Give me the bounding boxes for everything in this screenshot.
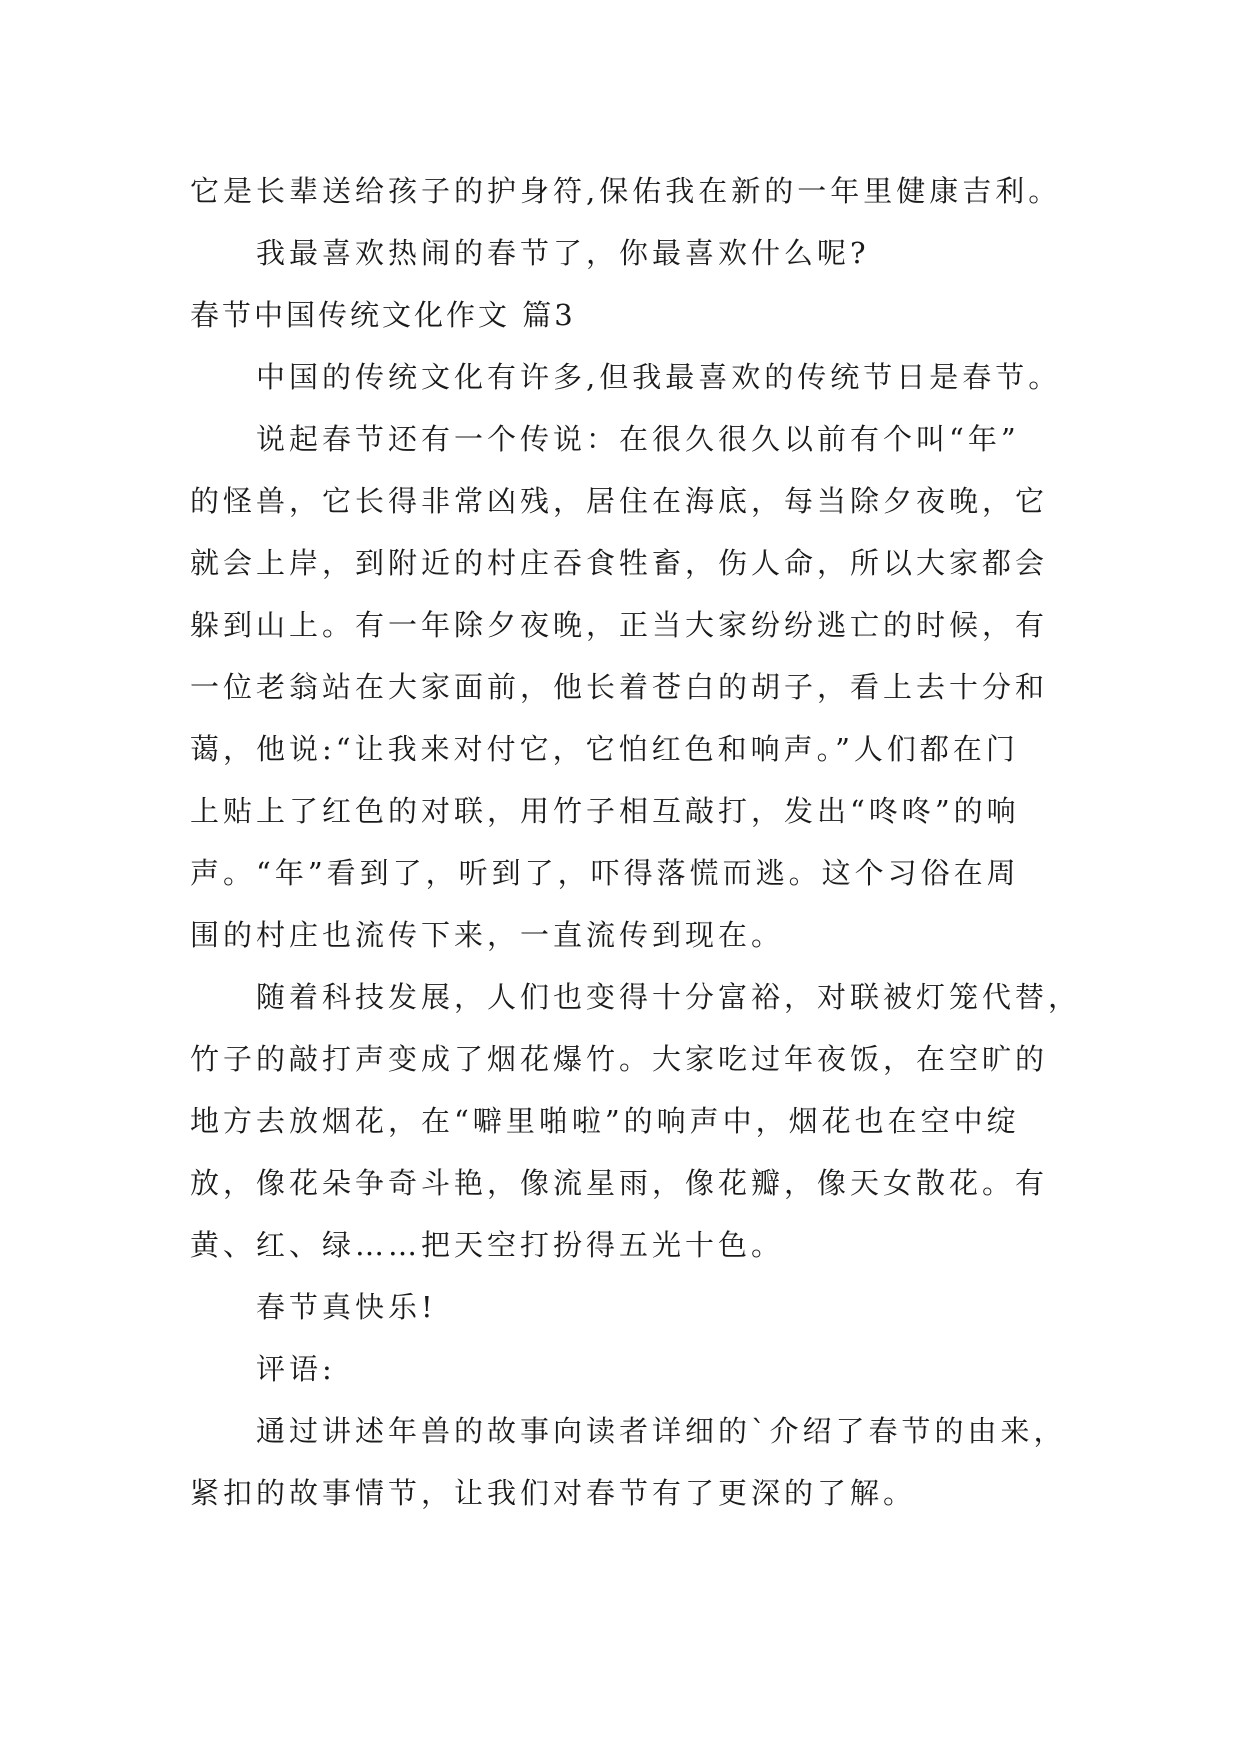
- text-line: 紧扣的故事情节，让我们对春节有了更深的了解。: [190, 1476, 917, 1510]
- text-line: 放，像花朵争奇斗艳，像流星雨，像花瓣，像天女散花。有: [190, 1166, 1049, 1200]
- text-line: 随着科技发展，人们也变得十分富裕，对联被灯笼代替，: [256, 980, 1082, 1014]
- text-line: 一位老翁站在大家面前，他长着苍白的胡子，看上去十分和: [190, 670, 1049, 704]
- text-line: 春节真快乐!: [256, 1290, 437, 1324]
- text-line: 评语:: [256, 1352, 336, 1386]
- text-line: 它是长辈送给孩子的护身符,保佑我在新的一年里健康吉利。: [190, 174, 1062, 208]
- text-line: 说起春节还有一个传说：在很久很久以前有个叫“年”: [256, 422, 1020, 456]
- text-line: 围的村庄也流传下来，一直流传到现在。: [190, 918, 785, 952]
- text-line: 地方去放烟花，在“噼里啪啦”的响声中，烟花也在空中绽: [190, 1104, 1020, 1138]
- section-title: 春节中国传统文化作文 篇3: [190, 298, 576, 332]
- text-line: 就会上岸，到附近的村庄吞食牲畜，伤人命，所以大家都会: [190, 546, 1049, 580]
- text-line: 声。“年”看到了，听到了，吓得落慌而逃。这个习俗在周: [190, 856, 1020, 890]
- document-body: [190, 160, 1090, 1524]
- text-line: 通过讲述年兽的故事向读者详细的`介绍了春节的由来，: [256, 1414, 1067, 1448]
- text-line: 上贴上了红色的对联，用竹子相互敲打，发出“咚咚”的响: [190, 794, 1020, 828]
- text-line: 我最喜欢热闹的春节了，你最喜欢什么呢?: [256, 236, 870, 270]
- text-line: 蔼，他说:“让我来对付它，它怕红色和响声。”人们都在门: [190, 732, 1019, 766]
- text-line: 躲到山上。有一年除夕夜晚，正当大家纷纷逃亡的时候，有: [190, 608, 1049, 642]
- text-line: 的怪兽，它长得非常凶残，居住在海底，每当除夕夜晚，它: [190, 484, 1049, 518]
- text-line: 竹子的敲打声变成了烟花爆竹。大家吃过年夜饭，在空旷的: [190, 1042, 1049, 1076]
- text-line: 中国的传统文化有许多,但我最喜欢的传统节日是春节。: [256, 360, 1062, 394]
- text-line: 黄、红、绿……把天空打扮得五光十色。: [190, 1228, 785, 1262]
